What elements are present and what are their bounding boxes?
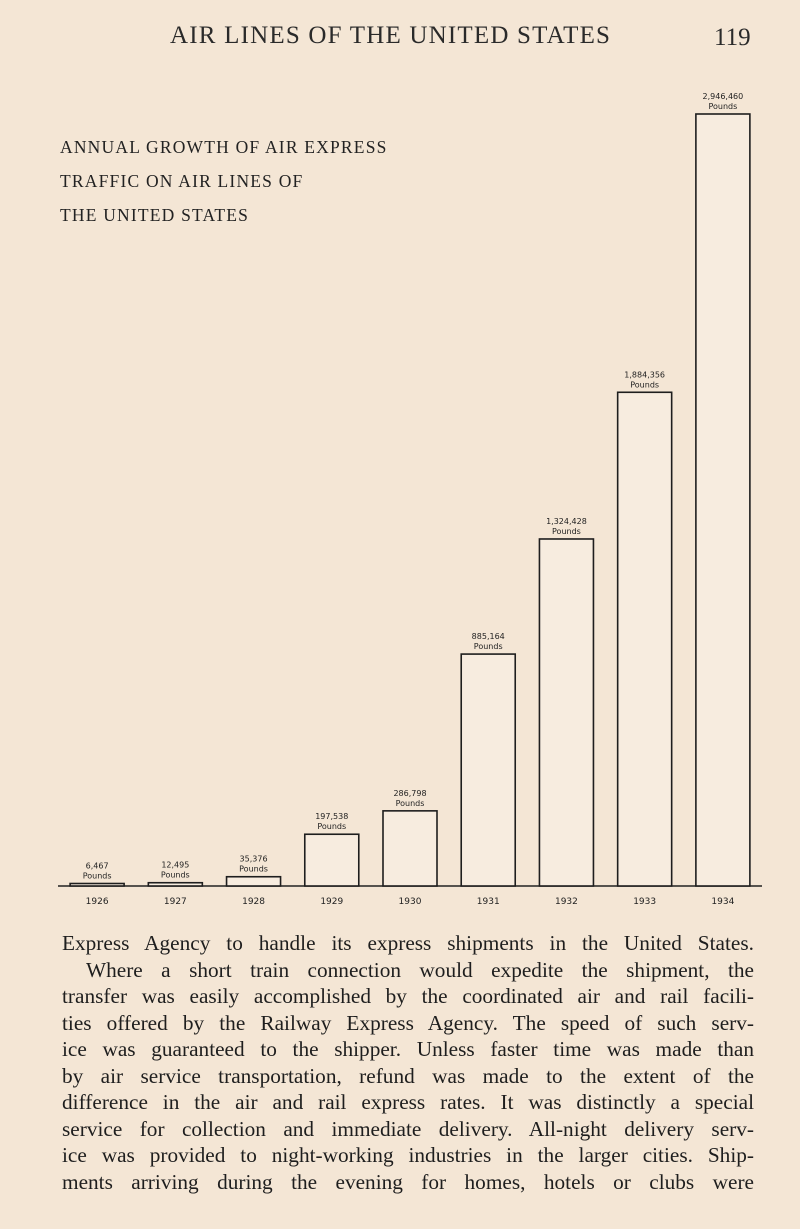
bar-1927 [148, 883, 202, 886]
value-label-1934: 2,946,460 [702, 92, 744, 101]
chart-title-line-1: ANNUAL GROWTH OF AIR EXPRESS [60, 137, 388, 157]
tick-label-1934: 1934 [711, 897, 735, 907]
tick-label-1929: 1929 [320, 897, 344, 907]
unit-label-1928: Pounds [239, 864, 268, 874]
unit-label-1933: Pounds [630, 380, 660, 390]
unit-label-1932: Pounds [552, 526, 581, 536]
body-line-4: ties offered by the Railway Express Agency. The speed of such serv- [62, 1010, 754, 1035]
tick-label-1927: 1927 [163, 897, 187, 907]
chart-title-line-2: TRAFFIC ON AIR LINES OF [60, 171, 304, 191]
bar-1931 [461, 654, 515, 886]
value-label-1928: 35,376 [239, 854, 268, 864]
tick-label-1933: 1933 [633, 897, 657, 907]
body-line-5: ice was guaranteed to the shipper. Unless faster time was made than [62, 1037, 754, 1061]
bar-1930 [383, 811, 437, 886]
body-line-7: difference in the air and rail express rates. It was distinctly a special [62, 1090, 754, 1114]
unit-label-1927: Pounds [160, 870, 190, 880]
unit-label-1930: Pounds [395, 798, 425, 808]
unit-label-1926: Pounds [82, 871, 112, 881]
body-line-9: ice was provided to night-working industries in the larger cities. Ship- [62, 1143, 754, 1167]
tick-label-1932: 1932 [554, 897, 578, 907]
body-line-1: Express Agency to handle its express shipments in the United States. [62, 931, 754, 955]
body-line-10: ments arriving during the evening for homes, hotels or clubs were [62, 1169, 754, 1194]
value-label-1931: 885,164 [471, 632, 505, 642]
unit-label-1934: Pounds [708, 102, 738, 111]
value-label-1926: 6,467 [85, 861, 109, 871]
value-label-1932: 1,324,428 [546, 516, 587, 526]
value-label-1933: 1,884,356 [624, 370, 666, 380]
tick-label-1930: 1930 [398, 897, 422, 907]
tick-label-1931: 1931 [476, 897, 500, 907]
body-line-8: service for collection and immediate delivery. All-night delivery serv- [62, 1116, 754, 1141]
bar-1934 [696, 114, 750, 886]
tick-label-1926: 1926 [85, 897, 109, 907]
body-line-3: transfer was easily accomplished by the coordinated air and rail facili- [62, 984, 754, 1008]
unit-label-1931: Pounds [473, 642, 503, 652]
value-label-1930: 286,798 [393, 788, 427, 798]
body-text [62, 930, 754, 1195]
tick-label-1928: 1928 [242, 897, 266, 907]
chart-title-line-3: THE UNITED STATES [60, 205, 250, 225]
body-line-2: Where a short train connection would expedite the shipment, the [86, 957, 754, 982]
body-line-6: by air service transportation, refund was made to the extent of the [62, 1063, 754, 1088]
bar-1929 [305, 834, 359, 886]
bar-1926 [70, 884, 124, 887]
value-label-1927: 12,495 [161, 860, 190, 870]
running-head: AIR LINES OF THE UNITED STATES [170, 22, 612, 49]
unit-label-1929: Pounds [317, 822, 347, 832]
page-number: 119 [714, 24, 751, 51]
value-label-1929: 197,538 [315, 812, 349, 822]
bar-1933 [618, 392, 672, 886]
bar-1932 [539, 539, 593, 886]
bar-1928 [227, 877, 281, 886]
